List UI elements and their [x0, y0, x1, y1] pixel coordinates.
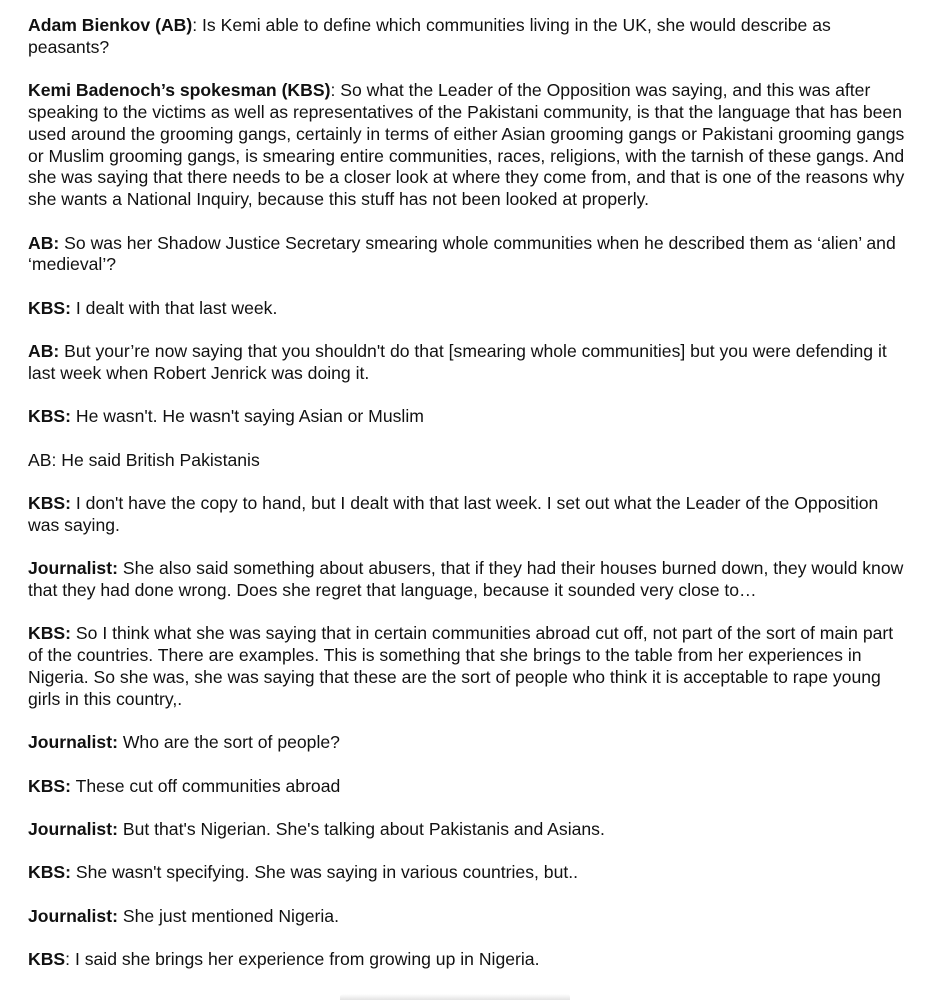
utterance-text: She wasn't specifying. She was saying in various countries, but.. [75, 862, 579, 883]
speaker-label: KBS [28, 949, 66, 970]
speaker-label: KBS: [28, 406, 72, 427]
speaker-separator: : [192, 15, 203, 35]
speaker-label: Kemi Badenoch’s spokesman (KBS) [28, 80, 331, 101]
transcript-paragraph [28, 819, 908, 841]
speaker-label: Journalist: [28, 732, 118, 753]
bottom-scroll-shadow [340, 994, 570, 1000]
speaker-label: AB: [28, 341, 60, 362]
speaker-label: KBS: [28, 862, 72, 883]
transcript-paragraph [28, 493, 908, 537]
utterance-text: So what the Leader of the Opposition was saying, and this was after speaking to the victims as well as representatives of the Pakistani community, is that the language that has been used around the grooming gangs, certainly in terms of either Asian grooming gangs or Pakistani grooming gangs or Muslim grooming gangs, is smearing entire communities, races, religions, with the tarnish of these gangs. And she was saying that there needs to be a closer look at where they come from, and that is one of the reasons why she wants a National Inquiry, because this stuff has not been looked at properly. [28, 80, 905, 210]
transcript-paragraph [28, 80, 908, 211]
transcript [28, 15, 908, 993]
utterance-text: I dealt with that last week. [75, 297, 278, 318]
utterance-text: But that's Nigerian. She's talking about Pakistanis and Asians. [122, 819, 605, 840]
speaker-label: KBS: [28, 623, 72, 644]
speaker-label: AB: [28, 232, 60, 253]
transcript-paragraph [28, 623, 908, 710]
utterance-text: But your’re now saying that you shouldn't do that [smearing whole communities] but you were defending it last week when Robert Jenrick was doing it. [28, 341, 887, 383]
transcript-paragraph [28, 776, 908, 798]
utterance-text: So was her Shadow Justice Secretary smearing whole communities when he described them as ‘alien’ and ‘medieval’? [28, 232, 896, 275]
utterance-text: So I think what she was saying that in certain communities abroad cut off, not part of the sort of main part of the countries. There are examples. This is something that she brings to the table from her experiences in Nigeria. So she was, she was saying that these are the sort of people who think it is acceptable to rape young girls in this country,. [28, 623, 894, 709]
utterance-text: She also said something about abusers, that if they had their houses burned down, they would know that they had done wrong. Does she regret that language, because it sounded very close to… [28, 558, 904, 601]
transcript-paragraph [28, 949, 908, 971]
speaker-label: KBS: [28, 493, 72, 514]
transcript-paragraph [28, 558, 908, 602]
speaker-label: Adam Bienkov (AB) [28, 15, 193, 35]
transcript-paragraph [28, 15, 908, 59]
utterance-text: These cut off communities abroad [75, 775, 341, 796]
transcript-paragraph [28, 906, 908, 928]
speaker-separator: : [330, 80, 341, 101]
speaker-label: KBS: [28, 775, 72, 796]
speaker-label: KBS: [28, 297, 72, 318]
speaker-label: Journalist: [28, 905, 118, 926]
transcript-paragraph [28, 450, 908, 472]
utterance-text: He said British Pakistanis [61, 449, 260, 470]
speaker-label: Journalist: [28, 558, 118, 579]
transcript-paragraph [28, 341, 908, 385]
transcript-paragraph [28, 406, 908, 428]
utterance-text: Is Kemi able to define which communities living in the UK, she would describe as peasants? [28, 15, 831, 57]
transcript-paragraph [28, 298, 908, 320]
utterance-text: Who are the sort of people? [122, 732, 340, 753]
utterance-text: He wasn't. He wasn't saying Asian or Muslim [75, 406, 424, 427]
transcript-paragraph [28, 862, 908, 884]
speaker-label: AB: [28, 449, 57, 470]
transcript-paragraph [28, 233, 908, 277]
utterance-text: She just mentioned Nigeria. [122, 905, 339, 926]
utterance-text: I don't have the copy to hand, but I dealt with that last week. I set out what the Leader of the Opposition was saying. [28, 493, 879, 535]
utterance-text: I said she brings her experience from growing up in Nigeria. [74, 949, 540, 970]
speaker-label: Journalist: [28, 819, 118, 840]
transcript-paragraph [28, 732, 908, 754]
speaker-separator: : [65, 949, 75, 970]
